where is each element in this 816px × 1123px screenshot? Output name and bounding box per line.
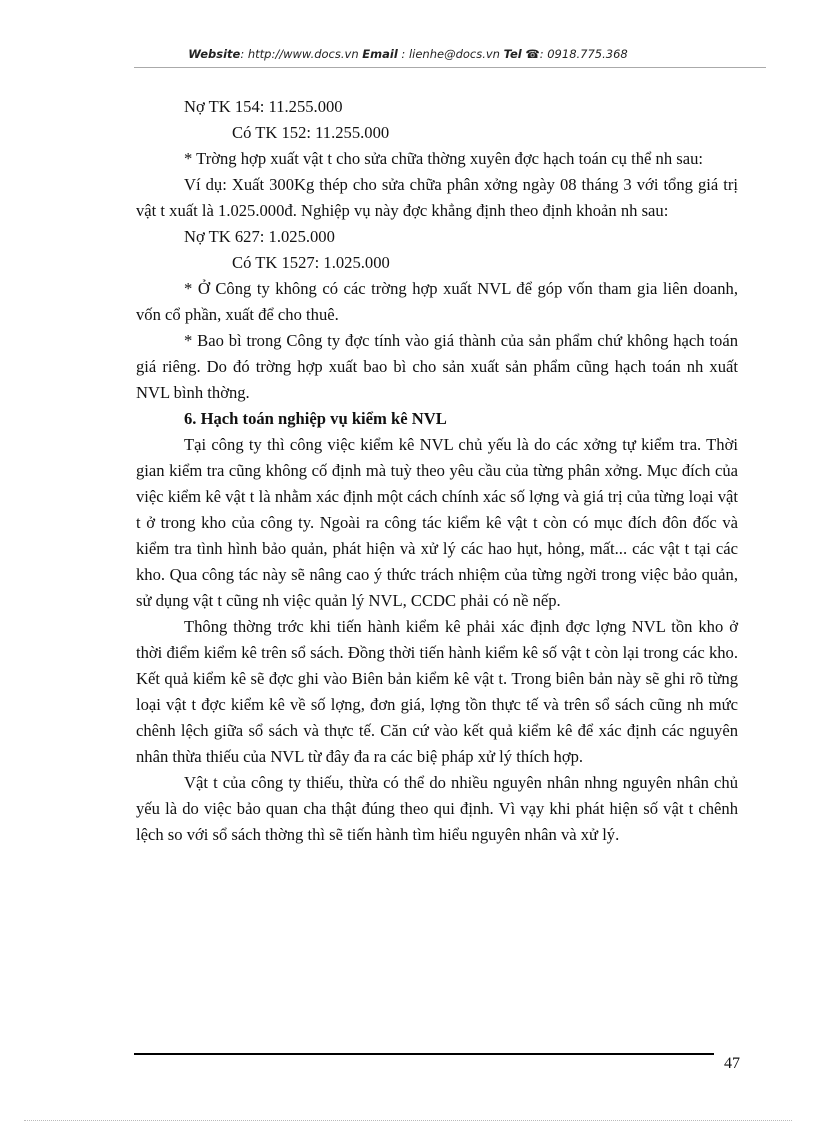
tel-value: ☎: 0918.775.368 (521, 47, 628, 61)
website-value: : http://www.docs.vn (240, 47, 363, 61)
footer-divider (134, 1053, 714, 1055)
document-body (136, 94, 738, 848)
website-label: Website (188, 47, 241, 61)
header-divider (134, 67, 766, 68)
email-label: Email (362, 47, 398, 61)
paragraph-credit-1527: Có TK 1527: 1.025.000 (232, 253, 390, 272)
paragraph-discrepancy: Vật t của công ty thiếu, thừa có thể do nhiều nguyên nhân nhng nguyên nhân chủ yếu là do việc bảo quan cha thật đúng theo qui định. Vì vạy khi phát hiện số vật t chênh lệch so với sổ sách thờng thì sẽ tiến hành tìm hiểu nguyên nhân và xử lý. (136, 773, 738, 844)
paragraph-no-capital-contribution: * Ở Công ty không có các trờng hợp xuất NVL để góp vốn tham gia liên doanh, vốn cổ phần, xuất để cho thuê. (136, 279, 738, 324)
tel-label: Tel (503, 47, 522, 61)
paragraph-packaging: * Bao bì trong Công ty đợc tính vào giá thành của sản phẩm chứ không hạch toán giá riêng. Do đó trờng hợp xuất bao bì cho sản xuất sản phẩm cũng hạch toán nh xuất NVL bình thờng. (136, 331, 738, 402)
paragraph-debit-627: Nợ TK 627: 1.025.000 (184, 227, 335, 246)
paragraph-example: Ví dụ: Xuất 300Kg thép cho sửa chữa phân xởng ngày 08 tháng 3 với tổng giá trị vật t xuất là 1.025.000đ. Nghiệp vụ này đợc khẳng định theo định khoản nh sau: (136, 175, 738, 220)
page-header (0, 47, 816, 61)
paragraph-inventory-procedure: Thông thờng trớc khi tiến hành kiểm kê phải xác định đợc lợng NVL tồn kho ở thời điểm kiểm kê trên sổ sách. Đồng thời tiến hành kiểm kê số vật t còn lại trong các kho. Kết quả kiểm kê sẽ đợc ghi vào Biên bản kiểm kê vật t. Trong biên bản này sẽ ghi rõ từng loại vật t đợc kiểm kê về số lợng, đơn giá, lợng tồn thực tế và trên sổ sách cũng nh mức chênh lệch giữa sổ sách và thực tế. Căn cứ vào kết quả kiểm kê để xác định các nguyên nhân thừa thiếu của NVL từ đây đa ra các biệ pháp xử lý thích hợp. (136, 617, 738, 766)
paragraph-inventory-check: Tại công ty thì công việc kiểm kê NVL chủ yếu là do các xởng tự kiểm tra. Thời gian kiểm tra cũng không cố định mà tuỳ theo yêu cầu của từng phân xởng. Mục đích của việc kiểm kê vật t là nhằm xác định một cách chính xác số lợng và giá trị của từng loại vật t ở trong kho của công ty. Ngoài ra công tác kiểm kê vật t còn có mục đích đôn đốc và kiểm tra tình hình bảo quản, phát hiện và xử lý các hao hụt, hỏng, mất... các vật t tại các kho. Qua công tác này sẽ nâng cao ý thức trách nhiệm của từng ngời trong việc bảo quản, sử dụng vật t cũng nh việc quản lý NVL, CCDC phải có nề nếp. (136, 435, 738, 610)
paragraph-credit-152: Có TK 152: 11.255.000 (232, 123, 390, 142)
paragraph-debit-154: Nợ TK 154: 11.255.000 (184, 97, 343, 116)
paragraph-maintenance-case: * Trờng hợp xuất vật t cho sửa chữa thờng xuyên đợc hạch toán cụ thể nh sau: (184, 149, 703, 168)
page-number: 47 (724, 1055, 740, 1072)
section-heading: 6. Hạch toán nghiệp vụ kiểm kê NVL (184, 409, 447, 428)
email-value: : lienhe@docs.vn (397, 47, 504, 61)
page-bottom-edge (24, 1120, 792, 1121)
